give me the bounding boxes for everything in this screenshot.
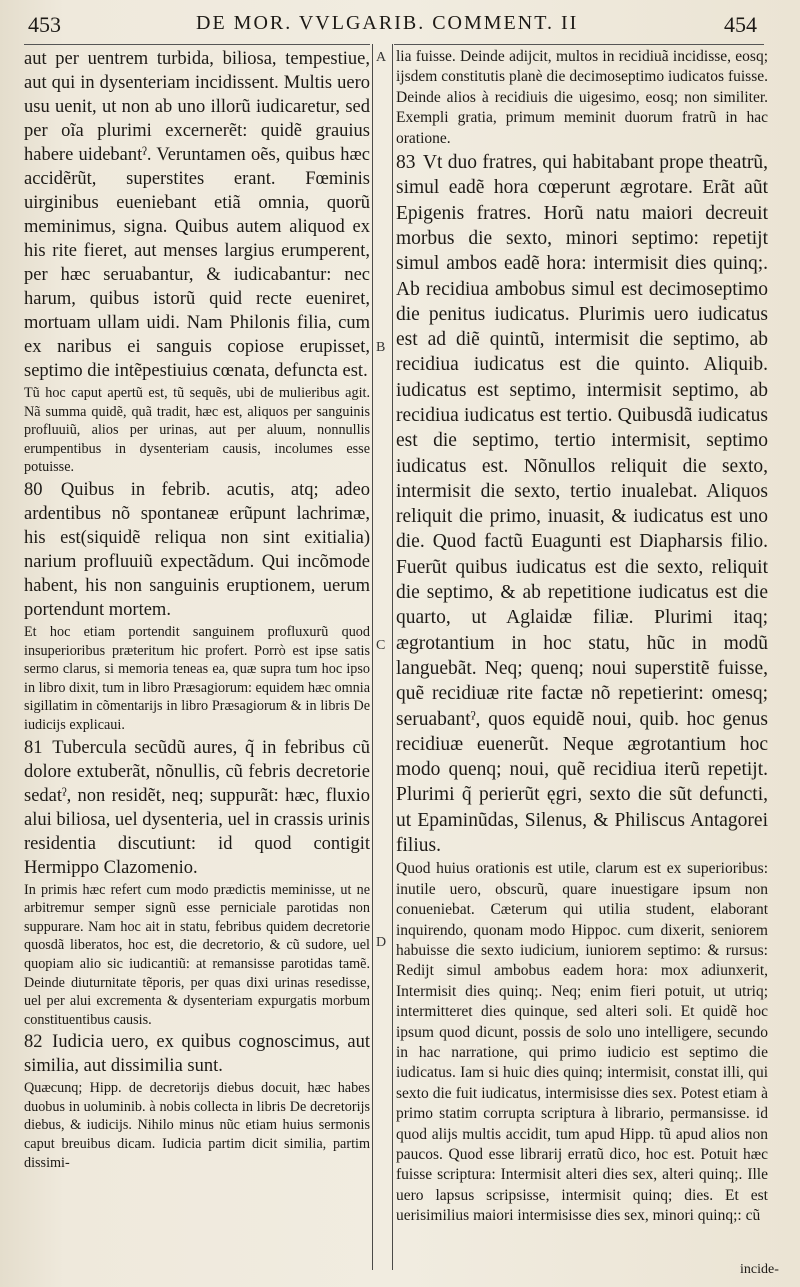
aphorism-paragraph bbox=[24, 736, 370, 880]
paragraph-text: Vt duo fratres, qui habitabant prope theatrũ, simul eadẽ hora cœperunt ægrotare. Erãt aũt Epigenis fratres. Horũ natu maiori decreuit morbus die sexto, minori septimo: repetijt simul ambos eadẽ hora: intermisit dies quinq;. Ab recidiua ambobus simul est decimoseptimo die penitus iudicatus. Plurimis uero iudicatus est ad diẽ quintũ, intermisit die septimo, ab recidiua iudicatus est die quinto. Aliquib. iudicatus est septimo, intermisit septimo, ab recidiua iudicatus est tertio. Quibusdã iudicatus est die septimo, tertio intermisit, septimo iudicatus est. Nõnullos reliquit die sexto, intermisit die sexto, tertio inualebat. Aliquos reliquit die primo, inuasit, & iudicatus est uno die. Quod factũ Euagunti est Diapharsis filio. Fuerũt quibus iudicatus est die sexto, reliquit die septimo, & ab repetitione iudicatus est die quarto, ut Aglaidæ filiæ. Plurimi itaq; ægrotantium in hoc statu, hũc in modũ languebãt. Neq; quenq; noui superstitẽ fuisse, quẽ recidiuæ rite factæ nõ repetierint: omesq; seruabantˀ, quos equidẽ noui, quib. hoc genus recidiuæ euenerũt. Neque ægrotantium hoc modo quenq; noui, quẽ recidiua iterũ repetijt. Plurimi q̃ perierũt ęgri, sexto die sũt defuncti, ut Epaminũdas, Silenus, & Philiscus Antagorei filius. bbox=[396, 152, 768, 857]
paragraph-text: In primis hæc refert cum modo prædictis meminisse, ut ne arbitremur semper signũ esse perniciale parotidas non suppurare. Nam hoc ait in statu, febribus quidem decretorie quosdã liberatos, hoc est, die decretorio, & cũ sudore, uel quopiam alio sic iudicantiũ: at remansisse parotidas tamẽ. Deinde diuturnitate tẽporis, per quas dixi urinas resedisse, uel per alui excrementa & dysenteriam expurgatis morbum constituentibus causis. bbox=[24, 881, 370, 1028]
page-number-right: 454 bbox=[724, 12, 757, 37]
paragraph-text: lia fuisse. Deinde adijcit, multos in recidiuã incidisse, eosq; ijsdem constitutis planè die decimoseptimo iudicatos fuisse. Deinde alios à recidiuis die uigesimo, eosq; non similiter. Exempli gratia, primum meminit duorum fratrũ in hac oratione. bbox=[396, 48, 768, 147]
paragraph-text: Tũ hoc caput apertũ est, tũ sequẽs, ubi de mulieribus agit. Nã summa quidẽ, quã tradit, hæc est, aliquos per sanguinis profluuiũ, alios per urinas, aut per aluum, nonnullis erumpentibus in dysenteriam causis, incolumes esse potuisse. bbox=[24, 385, 370, 476]
paragraph-text: Quod huius orationis est utile, clarum est ex superioribus: inutile uero, obscurũ, quare inuestigare ipsum non conueniebat. Cæterum qui utilia student, elaborant inquirendo, quonam modo Hippoc. cum dixerit, seniorem habuisse die sexto iudicium, iuniorem septimo: & rursus: Redijt simul ambobus eadem hora: mox adiunxerit, Intermisit dies quinq;. Neq; enim fieri potuit, ut utriq; intermitteret dies quinque, sed alteri soli. Et quidẽ hoc ipsum quod dicunt, possis de solo uno intelligere, secundo in hac narratione, qui primo iudicio est septimo die iudicatus. Iam si huic dies quinq; intermisit, constat illi, qui sexto die fuit iudicatus, intermisisse dies sex. Potest etiam à primo statim corrupta scriptura à librario, permansisse. id quod alijs multis accidit, tum apud Hipp. tũ apud alios non paucos. Quod esse librarij erratũ dico, hoc est. Potuit hæc fuisse scriptura: Intermisit alteri dies sex, alteri quinq;. Ille uero lapsus scripsisse, intermisit quinq; dies. Et est uerisimilius maiori intermisisse dies sex, minori quinq;: cũ bbox=[396, 860, 768, 1225]
running-title: DE MOR. VVLGARIB. COMMENT. II bbox=[196, 12, 579, 34]
paragraph-text: aut per uentrem turbida, biliosa, tempestiue, aut qui in dysenteriam incidissent. Multis uero usu uenit, ut non ab uno illorũ iudicaretur, sed per oĩa plurimi excernerẽt: quidẽ grauius habere uidebantˀ. Veruntamen oẽs, quibus hæc accidẽrũt, superstites erant. Fœminis uirginibus eueniebant etiã omnia, quorũ meminimus, signa. Quibus autem aliquod ex his rite fieret, aut menses largius erumperent, per hæc seruabantur, & iudicabantur: nec harum, quibus istorũ quid recte eueniret, mortuam ullam uidi. Nam Philonis filia, cum ex naribus ei sanguis copiose erupisset, septimo die intẽpestiuius cœnata, defuncta est. bbox=[24, 49, 370, 381]
commentary-paragraph bbox=[396, 859, 768, 1226]
right-column bbox=[396, 47, 768, 1277]
paragraph-text: Iudicia uero, ex quibus cognoscimus, aut similia, aut dissimilia sunt. bbox=[24, 1032, 370, 1077]
paragraph-text: Quæcunq; Hipp. de decretorijs diebus docuit, hæc habes duobus in uoluminib. à nobis collecta in libris De decretorijs diebus, & iudicijs. Nihilo minus nũc etiam huius sermonis caput breuibus dicam. Iudicia partim dicit similia, partim dissimi- bbox=[24, 1080, 370, 1171]
commentary-paragraph bbox=[24, 1079, 370, 1172]
aphorism-paragraph bbox=[24, 47, 370, 383]
catchword: incide- bbox=[740, 1262, 779, 1277]
column-divider-right bbox=[392, 44, 393, 1270]
margin-letter-c: C bbox=[376, 638, 386, 653]
column-divider-left bbox=[372, 44, 373, 1270]
paragraph-text: Et hoc etiam portendit sanguinem profluxurũ quod insuperioribus præteritum hic profert. Porrò est ipse satis sermo clarus, si memoria teneas ea, quæ supra tum hoc ipso in libro dixit, tum in libro Præsagiorum: equidem hæc omnia sigillatim in cõmentarijs in libro Præsagiorum & in libris De iudicijs explicaui. bbox=[24, 623, 370, 733]
margin-letter-a: A bbox=[376, 50, 387, 65]
aphorism-number: 83 bbox=[396, 152, 421, 174]
paragraph-text: Tubercula secũdũ aures, q̃ in febribus cũ dolore extuberãt, nõnullis, cũ febris decretorie sedatˀ, non residẽt, neq; suppurãt: hæc, fluxio alui biliosa, uel dysenteria, uel in crassis urinis residentia discutiunt: id quod contigit Hermippo Clazomenio. bbox=[24, 737, 370, 878]
page-header bbox=[0, 0, 800, 44]
aphorism-number: 81 bbox=[24, 737, 51, 758]
header-rule-left bbox=[24, 44, 370, 45]
margin-letter-d: D bbox=[376, 935, 387, 950]
paragraph-text: Quibus in febrib. acutis, atq; adeo ardentibus nõ spontaneæ erũpunt lachrimæ, his est(siquidẽ reliqua non sint exitialia) narium profluuiũ expectãdum. Qui incõmode habent, his non sanguinis eruptionem, uerum portendunt mortem. bbox=[24, 479, 370, 620]
commentary-paragraph bbox=[24, 881, 370, 1030]
commentary-paragraph bbox=[396, 47, 768, 149]
header-rule-right bbox=[394, 44, 764, 45]
aphorism-paragraph bbox=[24, 1030, 370, 1078]
aphorism-number: 80 bbox=[24, 479, 59, 500]
left-column bbox=[24, 47, 370, 1277]
commentary-paragraph bbox=[24, 623, 370, 735]
commentary-paragraph bbox=[24, 384, 370, 477]
aphorism-paragraph bbox=[396, 150, 768, 858]
aphorism-number: 82 bbox=[24, 1032, 51, 1053]
margin-letter-b: B bbox=[376, 340, 386, 355]
page-number-left: 453 bbox=[28, 12, 61, 37]
aphorism-paragraph bbox=[24, 478, 370, 622]
